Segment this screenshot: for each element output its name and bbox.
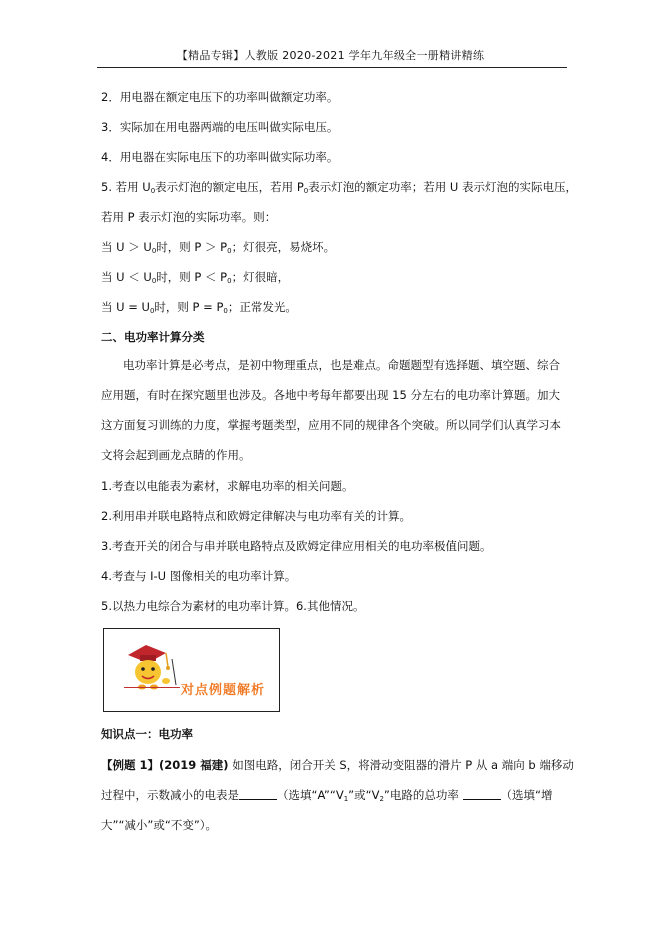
- text-span: 5. 若用 U: [101, 180, 151, 194]
- subscript: 0: [223, 307, 228, 315]
- example-line2: [101, 788, 553, 806]
- subscript: 2: [379, 795, 384, 803]
- text-span: 时，则 P ＜ P: [156, 270, 228, 284]
- subscript: 0: [151, 277, 157, 285]
- example-banner: [103, 628, 280, 712]
- example-line1: [101, 758, 574, 772]
- example-label: 【例题 1】: [101, 758, 160, 772]
- list-item: 4.考查与 I-U 图像相关的电功率计算。: [101, 569, 297, 583]
- paragraph-line: 应用题，有时在探究题里也涉及。各地中考每年都要出现 15 分左右的电功率计算题。加大: [101, 388, 560, 402]
- graduate-mascot-icon: [122, 639, 182, 694]
- text-span: （选填“A”“V: [277, 788, 344, 802]
- list-item: 1.考查以电能表为素材，求解电功率的相关问题。: [101, 479, 354, 493]
- answer-blank: [463, 789, 501, 800]
- section-heading: 二、电功率计算分类: [101, 330, 205, 344]
- list-item: 5.以热力电综合为素材的电功率计算。6.其他情况。: [101, 599, 365, 613]
- text-span: 时，则 P ＞ P: [156, 240, 228, 254]
- paragraph-line: 电功率计算是必考点，是初中物理重点，也是难点。命题题型有选择题、填空题、综合: [123, 358, 560, 372]
- text-span: 表示灯泡的额定电压，若用 P: [155, 180, 304, 194]
- text-span: 表示灯泡的额定功率；若用 U 表示灯泡的实际电压，: [308, 180, 577, 194]
- subscript: 0: [227, 247, 232, 255]
- text-span: ；正常发光。: [227, 300, 297, 314]
- subscript: 0: [150, 187, 156, 195]
- text-span: 当 U ＞ U: [101, 240, 152, 254]
- subscript: 0: [149, 307, 155, 315]
- case-equal: [101, 300, 297, 318]
- banner-rule: [124, 687, 180, 688]
- text-span: 当 U = U: [101, 300, 150, 314]
- example-source: (2019 福建): [159, 758, 229, 772]
- list-item: 3.考查开关的闭合与串并联电路特点及欧姆定律应用相关的电功率极值问题。: [101, 539, 492, 553]
- text-span: 时，则 P = P: [154, 300, 224, 314]
- item-4: 4．用电器在实际电压下的功率叫做实际功率。: [101, 150, 339, 164]
- paragraph-line: 文将会起到画龙点睛的作用。: [101, 448, 251, 462]
- example-line3: 大”“减小”或“不变”）。: [101, 818, 218, 832]
- subscript: 0: [303, 187, 309, 195]
- item-5-line2: 若用 P 表示灯泡的实际功率。则：: [101, 210, 277, 224]
- text-span: （选填“增: [500, 788, 553, 802]
- subscript: 0: [151, 247, 157, 255]
- text-span: ；灯很亮，易烧坏。: [231, 240, 336, 254]
- knowledge-heading: 知识点一：电功率: [101, 727, 193, 741]
- header-rule: [97, 67, 567, 68]
- item-3: 3．实际加在用电器两端的电压叫做实际电压。: [101, 120, 339, 134]
- paragraph-line: 这方面复习训练的力度，掌握考题类型，应用不同的规律各个突破。所以同学们认真学习本: [101, 418, 561, 432]
- page-header: 【精品专辑】人教版 2020-2021 学年九年级全一册精讲精练: [176, 49, 485, 62]
- subscript: 0: [227, 277, 232, 285]
- item-2: 2．用电器在额定电压下的功率叫做额定功率。: [101, 90, 339, 104]
- text-span: 如图电路，闭合开关 S，将滑动变阻器的滑片 P 从 a 端向 b 端移动: [228, 758, 574, 772]
- text-span: ”或“V: [348, 788, 380, 802]
- case-less: [101, 270, 289, 288]
- banner-title: 对点例题解析: [181, 683, 266, 698]
- case-greater: [101, 240, 335, 258]
- answer-blank: [239, 789, 277, 800]
- text-span: 过程中，示数减小的电表是: [101, 788, 239, 802]
- list-item: 2.利用串并联电路特点和欧姆定律解决与电功率有关的计算。: [101, 509, 411, 523]
- text-span: ”电路的总功率: [383, 788, 459, 802]
- item-5-line1: [101, 180, 577, 198]
- text-span: 当 U ＜ U: [101, 270, 152, 284]
- text-span: ；灯很暗，: [231, 270, 290, 284]
- subscript: 1: [343, 795, 349, 803]
